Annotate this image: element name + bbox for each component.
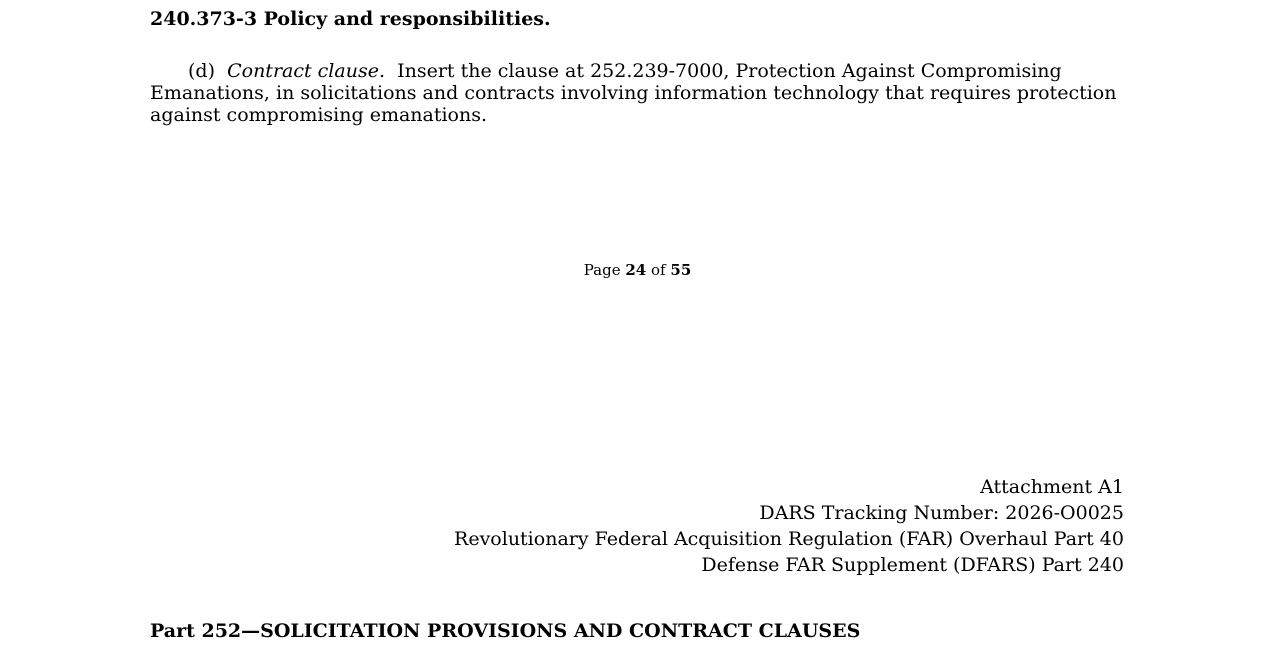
dfars-part-line: Defense FAR Supplement (DFARS) Part 240 bbox=[701, 554, 1124, 576]
far-overhaul-line: Revolutionary Federal Acquisition Regulation (FAR) Overhaul Part 40 bbox=[454, 528, 1124, 550]
paragraph-text: Insert the clause at 252.239-7000, Protection Against Compromising Emanations, in solicitations and contracts involving information technology that requires protection against compromising emanations. bbox=[150, 60, 1117, 126]
page-separator: of bbox=[651, 261, 666, 279]
part-heading: Part 252—SOLICITATION PROVISIONS AND CONTRACT CLAUSES bbox=[150, 620, 861, 642]
attachment-header bbox=[454, 474, 1124, 578]
page-number bbox=[0, 260, 1275, 280]
attachment-title: Attachment A1 bbox=[980, 476, 1124, 498]
paragraph-label: (d) bbox=[188, 60, 215, 82]
page-prefix: Page bbox=[583, 261, 621, 279]
page-total: 55 bbox=[670, 261, 692, 279]
paragraph-caption: Contract clause. bbox=[227, 60, 385, 82]
page-current: 24 bbox=[625, 261, 647, 279]
section-heading: 240.373-3 Policy and responsibilities. bbox=[150, 8, 551, 30]
paragraph-d bbox=[150, 60, 1130, 126]
tracking-number: DARS Tracking Number: 2026-O0025 bbox=[759, 502, 1124, 524]
